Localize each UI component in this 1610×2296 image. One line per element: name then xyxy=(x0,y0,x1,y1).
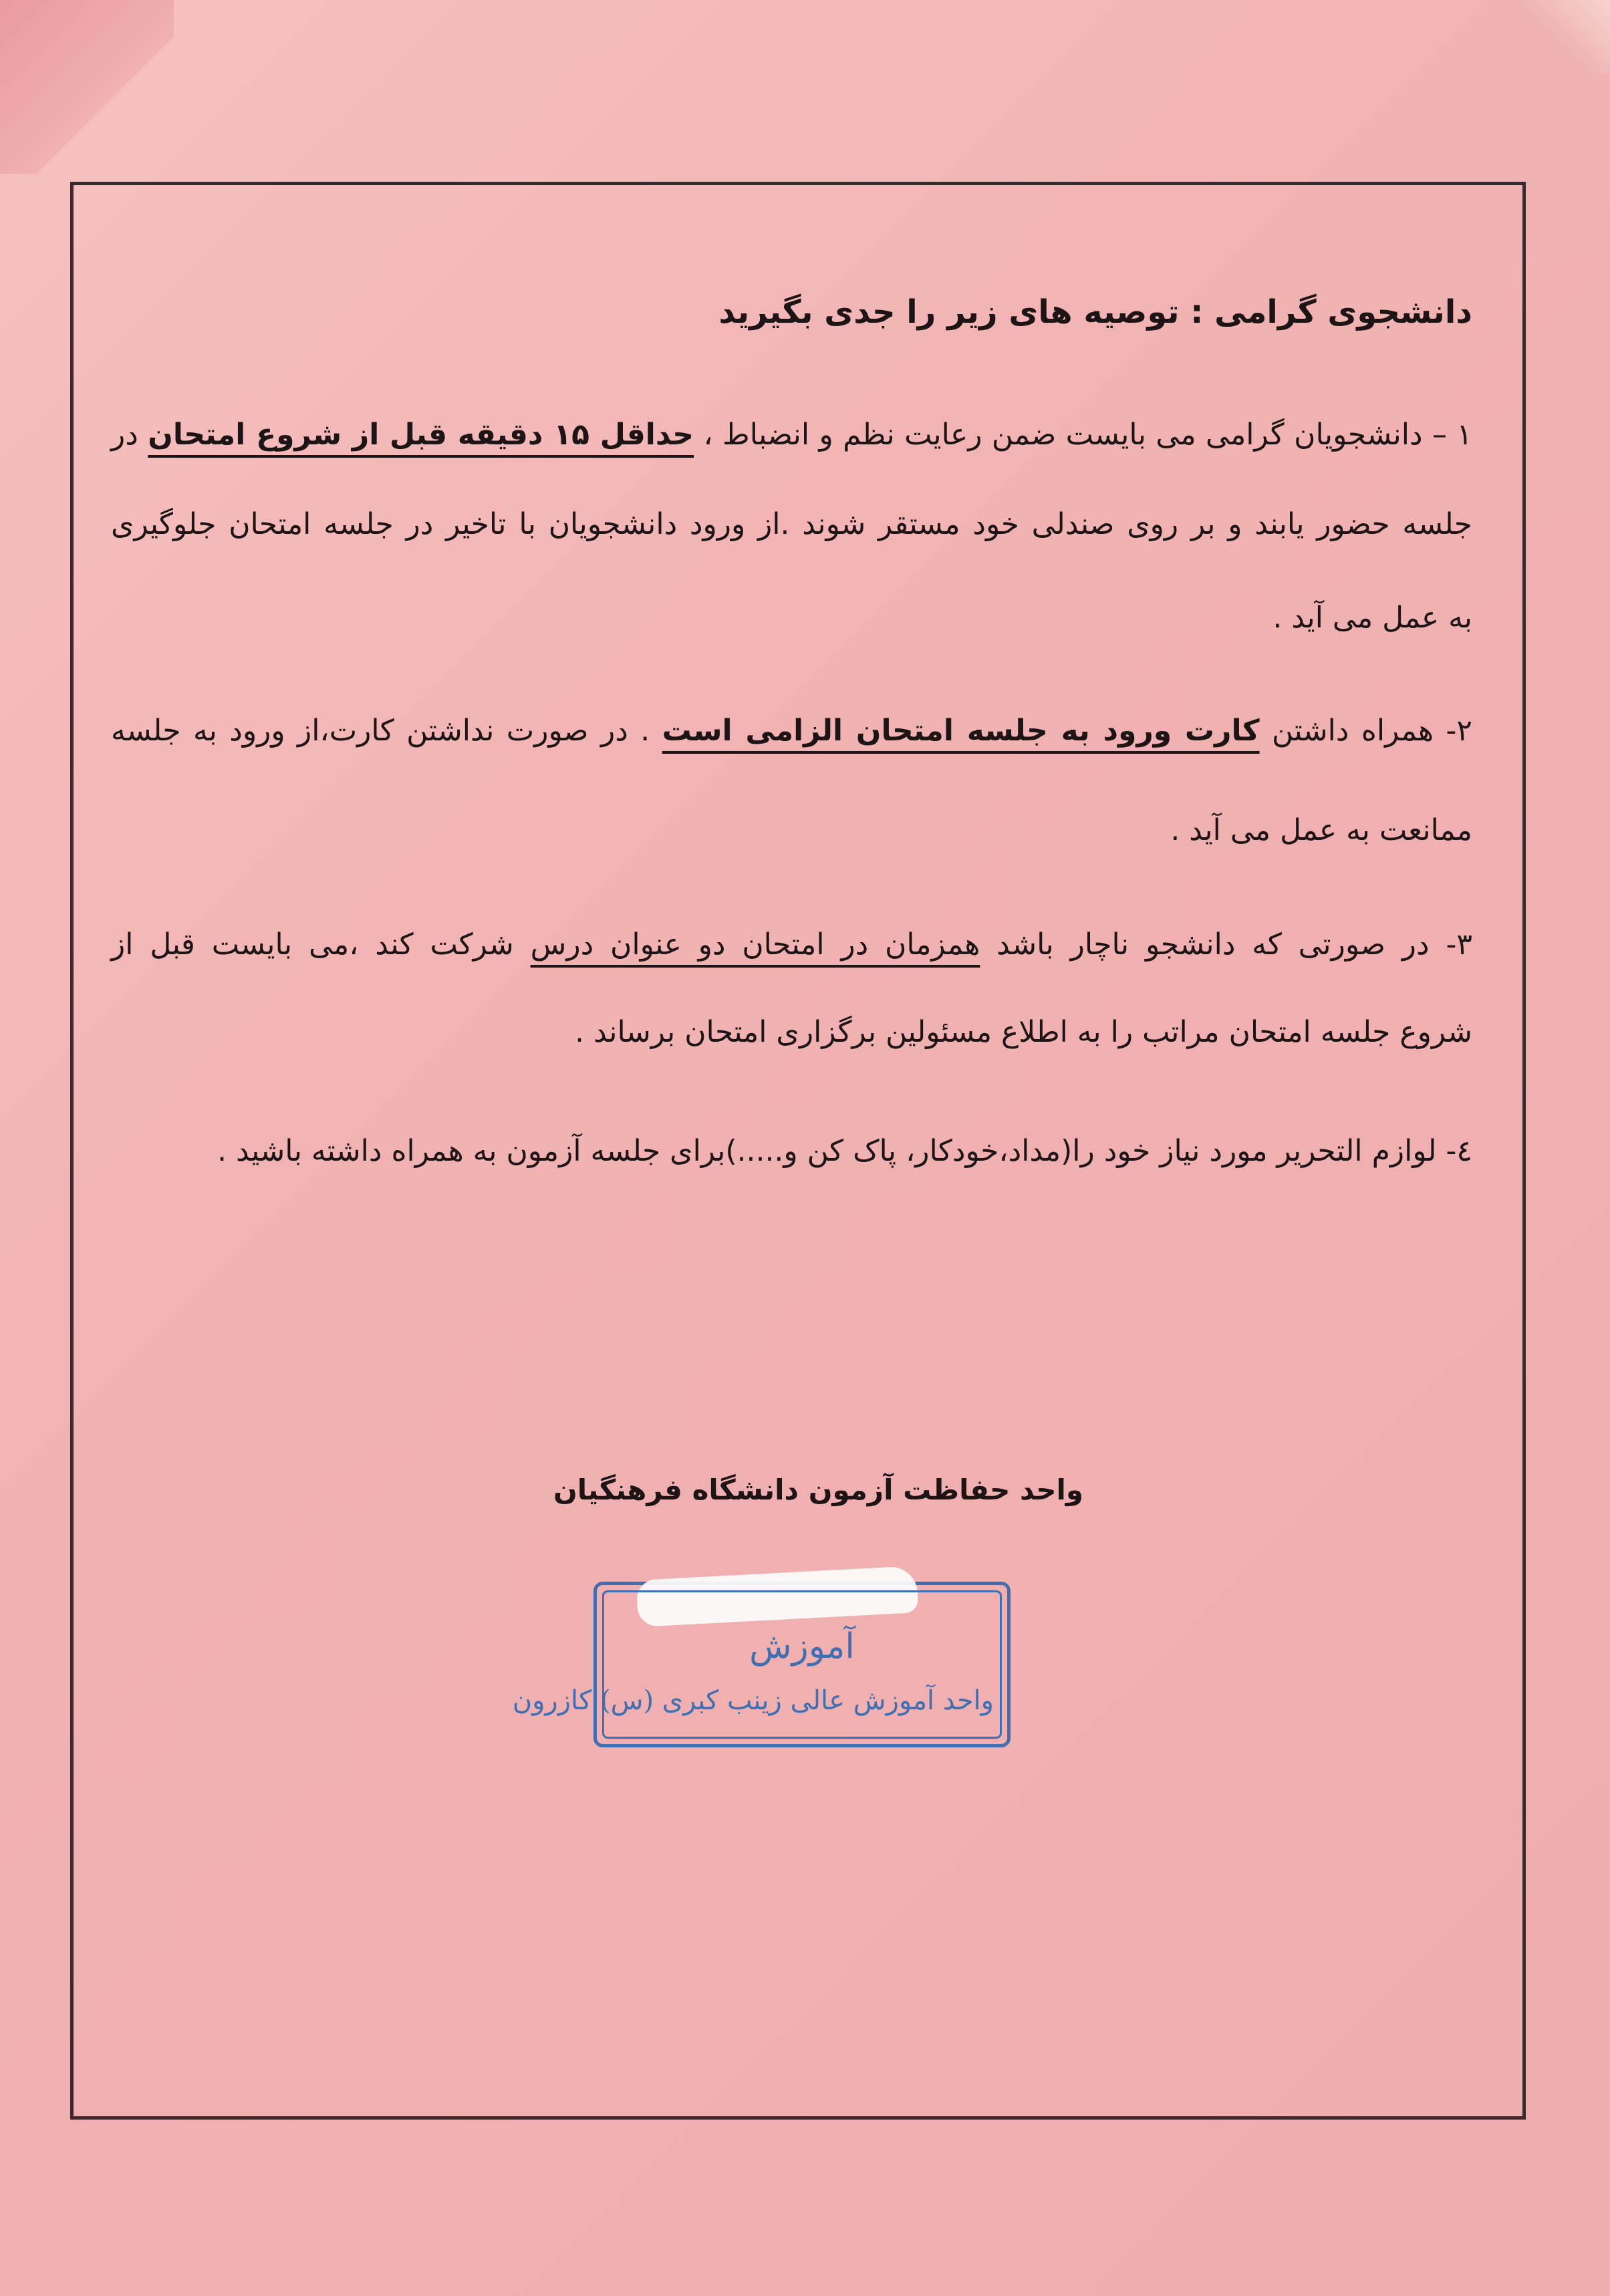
stamp-line-1: آموزش xyxy=(749,1626,855,1667)
paragraph-4-line-1 xyxy=(217,1128,1472,1175)
emphasized-text: همزمان در امتحان دو عنوان درس xyxy=(530,927,980,962)
stamp-line-2: واحد آموزش عالی زینب کبری (س) کازرون xyxy=(512,1685,994,1716)
official-stamp xyxy=(512,1582,1011,1747)
text-segment: ۱ – دانشجویان گرامی می بایست ضمن رعایت نظم و انضباط ، xyxy=(694,418,1473,452)
paragraph-2-line-2 xyxy=(1170,807,1472,854)
emphasized-text: کارت ورود به جلسه امتحان الزامی است xyxy=(662,714,1260,748)
text-segment: به عمل می آید . xyxy=(1272,601,1472,635)
signature-line: واحد حفاظت آزمون دانشگاه فرهنگیان xyxy=(553,1473,1084,1506)
text-segment: شرکت کند ،می بایست قبل از xyxy=(111,927,531,962)
folded-corner xyxy=(0,0,174,174)
document-title: دانشجوی گرامی : توصیه های زیر را جدی بگیرید xyxy=(718,293,1472,331)
text-segment: ۲- همراه داشتن xyxy=(1259,714,1472,748)
text-segment: شروع جلسه امتحان مراتب را به اطلاع مسئولین برگزاری امتحان برساند . xyxy=(575,1015,1472,1049)
paragraph-1-line-3 xyxy=(1272,595,1472,641)
paragraph-2-line-1 xyxy=(111,708,1472,754)
text-segment: جلسه حضور یابند و بر روی صندلی خود مستقر شوند .از ورود دانشجویان با تاخیر در جلسه امتحان جلوگیری xyxy=(111,507,1472,541)
text-segment: ممانعت به عمل می آید . xyxy=(1170,813,1472,847)
paragraph-1-line-2 xyxy=(111,501,1472,548)
torn-corner xyxy=(1516,0,1610,74)
text-segment: ٤- لوازم التحریر مورد نیاز خود را(مداد،خودکار، پاک کن و.....)برای جلسه آزمون به همراه داشته باشید . xyxy=(217,1134,1472,1168)
text-segment: در xyxy=(111,418,148,452)
paragraph-1-line-1 xyxy=(111,412,1472,458)
paragraph-3-line-1 xyxy=(111,921,1472,968)
emphasized-text: حداقل ۱۵ دقیقه قبل از شروع امتحان xyxy=(148,418,694,452)
paragraph-3-line-2 xyxy=(575,1009,1472,1056)
text-segment: . در صورت نداشتن کارت،از ورود به جلسه xyxy=(111,714,662,748)
text-segment: ۳- در صورتی که دانشجو ناچار باشد xyxy=(980,927,1472,962)
